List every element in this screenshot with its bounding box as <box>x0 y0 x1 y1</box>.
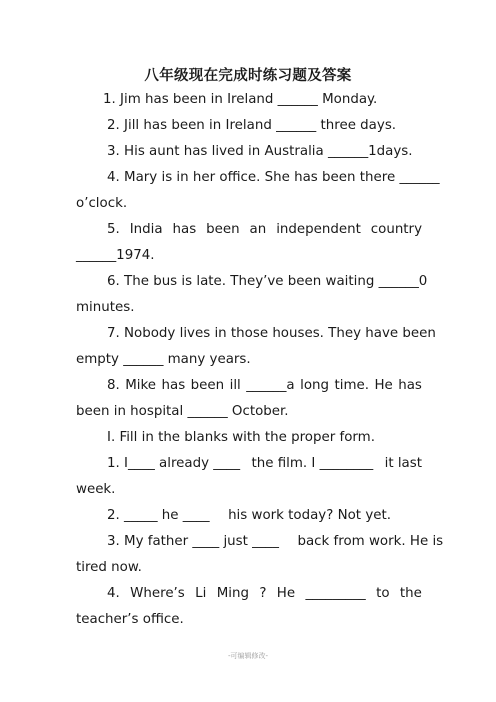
exercise-4-word: Li <box>195 586 207 601</box>
question-2-line: 2. Jill has been in Ireland ______ three days. <box>107 118 397 133</box>
exercise-2-line <box>107 507 391 525</box>
exercise-4-word: He <box>276 586 296 601</box>
exercise-4-word: ? <box>259 586 267 601</box>
question-4-continuation: o’clock. <box>76 196 128 211</box>
question-6-line: 6. The bus is late. They’ve been waiting ______0 <box>107 274 428 289</box>
question-8-word: ______a <box>246 378 295 393</box>
exercise-4-word: Ming <box>216 586 249 601</box>
question-6-continuation: minutes. <box>76 300 135 315</box>
exercise-4-word: 4. <box>107 586 120 601</box>
question-8-line <box>107 377 422 395</box>
question-8-word: He <box>374 378 393 393</box>
exercise-2-segment: his work today? Not yet. <box>228 508 391 523</box>
question-3-line: 3. His aunt has lived in Australia ______1days. <box>107 144 413 159</box>
question-5-word: independent <box>276 222 361 237</box>
question-8-word: long <box>300 378 329 393</box>
exercise-1-continuation: week. <box>76 482 116 497</box>
exercise-1-segment: 1. I____ already ____ <box>107 456 241 471</box>
exercise-3-segment: back from work. He is <box>297 534 444 549</box>
question-8-word: time. <box>334 378 369 393</box>
page-footer: -可编辑修改- <box>227 652 269 660</box>
exercise-4-word: to <box>376 586 390 601</box>
section-heading: I. Fill in the blanks with the proper form. <box>107 430 375 445</box>
exercise-3-line <box>107 533 443 551</box>
question-8-word: has <box>161 378 186 393</box>
question-8-word: has <box>398 378 422 393</box>
question-8-word: ill <box>229 378 241 393</box>
exercise-2-segment: 2. _____ he ____ <box>107 508 210 523</box>
exercise-1-segment: it last <box>384 456 422 471</box>
exercise-1-line <box>107 455 422 473</box>
exercise-3-segment: 3. My father ____ just ____ <box>107 534 279 549</box>
question-8-word: been <box>190 378 225 393</box>
question-5-continuation: ______1974. <box>76 248 155 263</box>
question-5-word: been <box>206 222 240 237</box>
question-5-word: 5. <box>107 222 120 237</box>
exercise-4-word: the <box>399 586 422 601</box>
exercise-4-word: Where’s <box>130 586 185 601</box>
question-8-continuation: been in hospital ______ October. <box>76 404 289 419</box>
question-4-line: 4. Mary is in her office. She has been there ______ <box>107 170 440 185</box>
exercise-3-continuation: tired now. <box>76 560 142 575</box>
exercise-1-segment: the film. I ________ <box>251 456 374 471</box>
question-5-word: country <box>370 222 422 237</box>
question-7-continuation: empty ______ many years. <box>76 352 251 367</box>
question-8-word: 8. <box>107 378 120 393</box>
question-5-line <box>107 221 422 239</box>
question-5-word: India <box>129 222 163 237</box>
question-5-word: has <box>172 222 197 237</box>
exercise-4-continuation: teacher’s office. <box>76 612 184 627</box>
question-1-line: 1. Jim has been in Ireland ______ Monday. <box>103 92 378 107</box>
question-5-word: an <box>249 222 267 237</box>
exercise-4-line <box>107 585 422 603</box>
question-8-word: Mike <box>125 378 157 393</box>
exercise-4-word: _________ <box>305 586 366 601</box>
question-7-line: 7. Nobody lives in those houses. They have been <box>107 326 436 341</box>
page-title: 八年级现在完成时练习题及答案 <box>144 68 352 84</box>
